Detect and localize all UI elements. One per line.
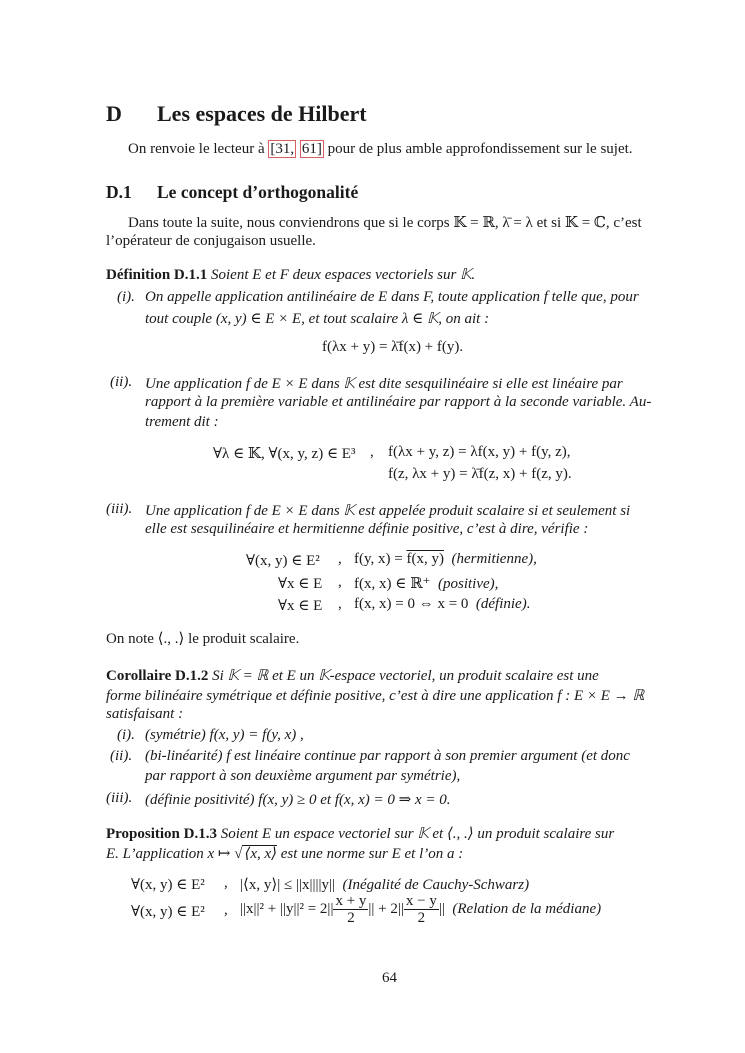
intro-line bbox=[128, 141, 633, 158]
def-iii-eq3-right bbox=[354, 596, 530, 613]
prop-eq2-a: ||x||² + ||y||² = 2|| bbox=[240, 900, 334, 917]
definition-header bbox=[106, 265, 475, 284]
def-ii-eq-left: ∀λ ∈ 𝕂, ∀(x, y, z) ∈ E³ bbox=[213, 446, 356, 462]
intro-after: pour de plus amble approfondissement sur le sujet. bbox=[323, 141, 633, 157]
prop-eq2-b: || + 2|| bbox=[368, 900, 404, 917]
def-iii-eq1-note: (hermitienne), bbox=[451, 551, 537, 567]
corollary-header bbox=[106, 666, 599, 685]
cor-item-iii-marker: (iii). bbox=[106, 790, 133, 806]
citation-link-31[interactable]: [31, bbox=[270, 141, 295, 157]
p1-line2: l’opérateur de conjugaison usuelle. bbox=[106, 233, 316, 249]
prop-eq2-frac1-num: x + y bbox=[335, 893, 367, 909]
def-iii-eq1-left: ∀(x, y) ∈ E² bbox=[246, 553, 320, 569]
def-iii-eq2-left: ∀x ∈ E bbox=[278, 576, 323, 592]
def-item-ii-line2: rapport à la première variable et antilinéaire par rapport à la seconde variable. Au- bbox=[145, 394, 652, 410]
corollary-line1: Si 𝕂 = ℝ et E un 𝕂-espace vectoriel, un produit scalaire est une bbox=[212, 668, 599, 684]
cor-item-i-marker: (i). bbox=[117, 727, 135, 743]
prop-eq2-frac1-den: 2 bbox=[347, 910, 355, 926]
prop-eq1-note: (Inégalité de Cauchy-Schwarz) bbox=[342, 877, 530, 893]
proposition-line2 bbox=[106, 844, 463, 863]
prop-eq2-frac2 bbox=[404, 893, 439, 926]
cor-item-i-text: (symétrie) f(x, y) = f(y, x) , bbox=[145, 727, 304, 743]
def-item-i-line2: tout couple (x, y) ∈ E × E, et tout scalaire λ ∈ 𝕂, on ait : bbox=[145, 311, 490, 327]
citation-link-61[interactable]: 61] bbox=[301, 141, 322, 157]
subsection-number: D.1 bbox=[106, 182, 132, 202]
def-ii-eq-right2: f(z, λx + y) = λ̄f(z, x) + f(z, y). bbox=[388, 466, 572, 482]
cor-item-iii-text: (définie positivité) f(x, y) ≥ 0 et f(x, x) = 0 ⇒ x = 0. bbox=[145, 792, 451, 808]
prop-eq1-mid: |⟨x, y⟩| ≤ ||x||||y|| bbox=[240, 877, 335, 893]
def-item-i-equation: f(λx + y) = λ̄f(x) + f(y). bbox=[322, 339, 464, 355]
def-iii-eq1-sep: , bbox=[338, 551, 342, 567]
def-item-iii-line1: Une application f de E × E dans 𝕂 est appelée produit scalaire si et seulement si bbox=[145, 503, 631, 519]
intro-before: On renvoie le lecteur à bbox=[128, 141, 269, 157]
prop-eq2-sep: , bbox=[224, 902, 228, 918]
prop-eq2-frac2-den: 2 bbox=[417, 910, 426, 926]
def-item-ii-line1: Une application f de E × E dans 𝕂 est dite sesquilinéaire si elle est linéaire par bbox=[145, 376, 623, 392]
proposition-line1: Soient E un espace vectoriel sur 𝕂 et ⟨., .⟩ un produit scalaire sur bbox=[220, 826, 615, 842]
proposition-line2-b: est une norme sur E et l’on a : bbox=[277, 846, 464, 862]
proposition-label: Proposition D.1.3 bbox=[106, 826, 217, 842]
cor-item-ii-line1: (bi-linéarité) f est linéaire continue par rapport à son premier argument (et donc bbox=[145, 748, 630, 764]
note-line: On note ⟨., .⟩ le produit scalaire. bbox=[106, 631, 300, 647]
proposition-sqrt: ⟨x, x⟩ bbox=[244, 846, 278, 862]
corollary-line3: satisfaisant : bbox=[106, 706, 184, 722]
def-iii-eq3-note: (définie). bbox=[475, 596, 531, 612]
page-number: 64 bbox=[382, 970, 397, 986]
p1-line1: Dans toute la suite, nous conviendrons que si le corps 𝕂 = ℝ, λ̄ = λ et si 𝕂 = ℂ, c’est bbox=[128, 215, 642, 231]
prop-eq2-c: || bbox=[438, 900, 445, 917]
prop-eq2-right bbox=[240, 893, 601, 926]
def-iii-eq3-expr: f(x, x) = 0 ⇔ x = 0 bbox=[354, 596, 469, 612]
def-iii-eq1-a: f(y, x) = bbox=[354, 551, 403, 567]
def-iii-eq2-note: (positive), bbox=[437, 576, 499, 592]
def-item-iii-line2: elle est sesquilinéaire et hermitienne définie positive, c’est à dire, vérifie : bbox=[145, 521, 589, 537]
def-ii-eq-right1: f(λx + y, z) = λf(x, y) + f(y, z), bbox=[388, 444, 571, 460]
prop-eq2-frac1 bbox=[333, 893, 368, 926]
def-iii-eq2-right bbox=[354, 574, 498, 593]
definition-label: Définition D.1.1 bbox=[106, 267, 208, 283]
corollary-label: Corollaire D.1.2 bbox=[106, 668, 209, 684]
def-item-iii-marker: (iii). bbox=[106, 501, 133, 517]
definition-statement: Soient E et F deux espaces vectoriels sur 𝕂. bbox=[211, 267, 476, 283]
proposition-header bbox=[106, 824, 614, 843]
def-item-i-marker: (i). bbox=[117, 289, 135, 305]
section-title: Les espaces de Hilbert bbox=[157, 101, 367, 126]
def-iii-eq2-sep: , bbox=[338, 574, 342, 590]
prop-eq1-left: ∀(x, y) ∈ E² bbox=[131, 877, 205, 893]
def-iii-eq3-sep: , bbox=[338, 596, 342, 612]
def-item-ii-line3: trement dit : bbox=[145, 414, 219, 430]
def-ii-eq-sep: , bbox=[370, 444, 374, 460]
def-iii-eq1-right bbox=[354, 551, 537, 568]
prop-eq2-frac2-num: x − y bbox=[405, 893, 437, 909]
prop-eq1-sep: , bbox=[224, 875, 228, 891]
cor-item-ii-marker: (ii). bbox=[110, 748, 133, 764]
prop-eq2-note: (Relation de la médiane) bbox=[452, 900, 602, 917]
def-item-ii-marker: (ii). bbox=[110, 374, 133, 390]
def-iii-eq3-left: ∀x ∈ E bbox=[278, 598, 323, 614]
prop-eq2-left: ∀(x, y) ∈ E² bbox=[131, 904, 205, 920]
def-iii-eq1-conj: f(x, y) bbox=[406, 551, 444, 567]
cor-item-ii-line2: par rapport à son deuxième argument par symétrie), bbox=[145, 768, 461, 784]
proposition-line2-a: E. L’application x ↦ √ bbox=[106, 846, 243, 862]
def-item-i-line1: On appelle application antilinéaire de E dans F, toute application f telle que, pour bbox=[145, 289, 639, 305]
prop-eq1-right bbox=[240, 875, 529, 894]
def-iii-eq2-expr: f(x, x) ∈ ℝ⁺ bbox=[354, 576, 431, 592]
corollary-line2: forme bilinéaire symétrique et définie positive, c’est à dire une application f : E × E → ℝ bbox=[106, 688, 645, 704]
subsection-title: Le concept d’orthogonalité bbox=[157, 182, 359, 202]
section-letter: D bbox=[106, 101, 122, 126]
